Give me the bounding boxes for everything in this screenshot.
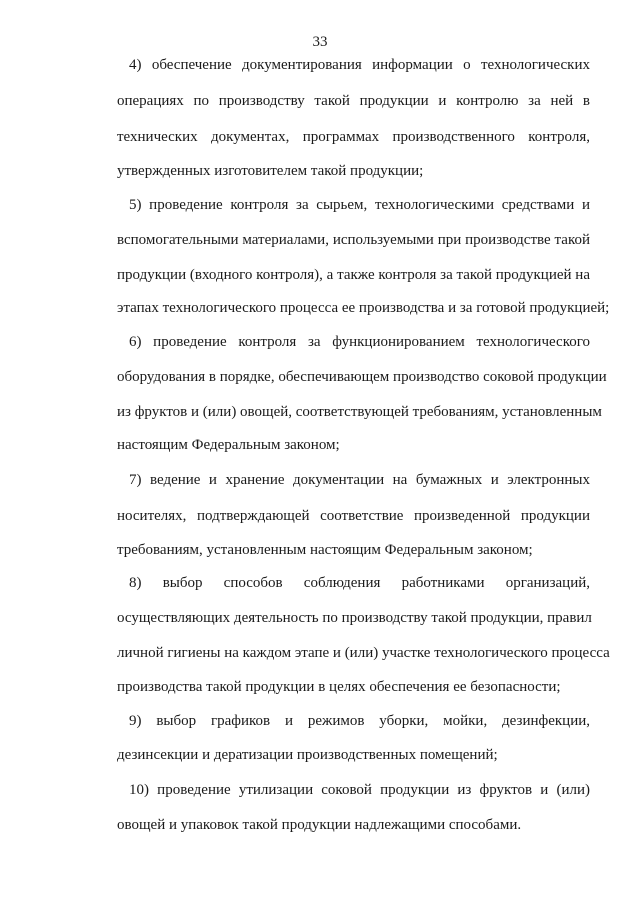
paragraph-8-line-2: осуществляющих деятельность по производству такой продукции, правил [117,610,592,626]
paragraph-9-line-2: дезинсекции и дератизации производственных помещений; [117,747,498,763]
paragraph-8-line-1: 8) выбор способов соблюдения работниками организаций, [129,575,590,591]
paragraph-6-line-2: оборудования в порядке, обеспечивающем производство соковой продукции [117,369,607,385]
paragraph-5-line-3: продукции (входного контроля), а также контроля за такой продукцией на [117,267,590,283]
page-number: 33 [312,34,328,50]
paragraph-5-line-1: 5) проведение контроля за сырьем, технологическими средствами и [129,197,590,213]
paragraph-7-line-1: 7) ведение и хранение документации на бумажных и электронных [129,472,590,488]
paragraph-6-line-1: 6) проведение контроля за функционированием технологического [129,334,590,350]
paragraph-4-line-2: операциях по производству такой продукции и контролю за ней в [117,93,590,109]
paragraph-7-line-2: носителях, подтверждающей соответствие произведенной продукции [117,508,590,524]
paragraph-4-line-1: 4) обеспечение документирования информации о технологических [129,57,590,73]
paragraph-6-line-3: из фруктов и (или) овощей, соответствующей требованиям, установленным [117,404,602,420]
paragraph-7-line-3: требованиям, установленным настоящим Федеральным законом; [117,542,533,558]
paragraph-8-line-4: производства такой продукции в целях обеспечения ее безопасности; [117,679,561,695]
paragraph-10-line-2: овощей и упаковок такой продукции надлежащими способами. [117,817,522,833]
paragraph-4-line-4: утвержденных изготовителем такой продукции; [117,163,424,179]
paragraph-6-line-4: настоящим Федеральным законом; [117,437,340,453]
paragraph-4-line-3: технических документах, программах производственного контроля, [117,129,590,145]
paragraph-9-line-1: 9) выбор графиков и режимов уборки, мойки, дезинфекции, [129,713,590,729]
paragraph-10-line-1: 10) проведение утилизации соковой продукции из фруктов и (или) [129,782,590,798]
paragraph-5-line-2: вспомогательными материалами, используемыми при производстве такой [117,232,590,248]
paragraph-8-line-3: личной гигиены на каждом этапе и (или) участке технологического процесса [117,645,610,661]
paragraph-5-line-4: этапах технологического процесса ее производства и за готовой продукцией; [117,300,610,316]
